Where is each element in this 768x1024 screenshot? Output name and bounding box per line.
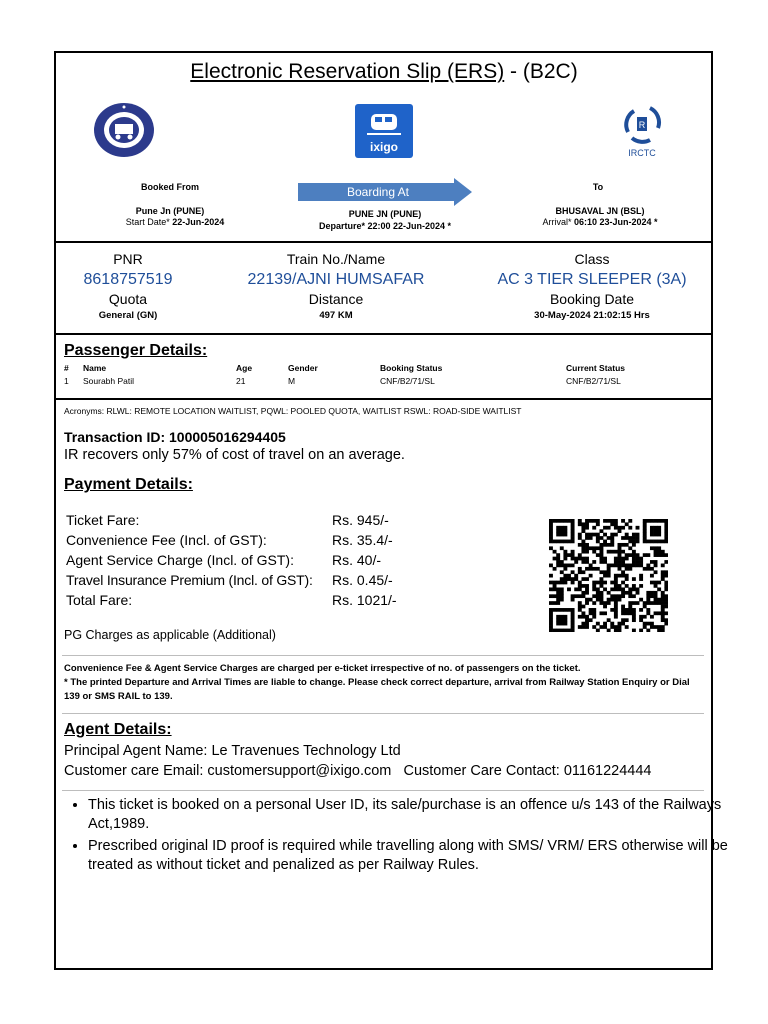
payment-row: Ticket Fare: Rs. 945/- bbox=[66, 512, 389, 528]
payment-details-heading: Payment Details: bbox=[64, 476, 193, 493]
col-gender: Gender bbox=[288, 363, 318, 373]
ixigo-text: ixigo bbox=[369, 140, 398, 154]
passenger-gender: M bbox=[288, 376, 296, 386]
passenger-details-heading: Passenger Details: bbox=[64, 342, 208, 359]
terms-list bbox=[64, 796, 728, 878]
col-index: # bbox=[64, 363, 69, 373]
booking-status: CNF/B2/71/SL bbox=[380, 376, 435, 386]
payment-table bbox=[66, 512, 426, 612]
current-status: CNF/B2/71/SL bbox=[566, 376, 621, 386]
agent-details-heading: Agent Details: bbox=[64, 721, 172, 738]
col-booking-status: Booking Status bbox=[380, 363, 443, 373]
payment-row: Travel Insurance Premium (Incl. of GST): Rs. 0.45/- bbox=[66, 572, 393, 588]
divider bbox=[56, 333, 711, 335]
divider bbox=[62, 655, 704, 656]
train-label: Train No./Name bbox=[286, 251, 386, 267]
divider bbox=[62, 713, 704, 714]
divider bbox=[56, 241, 711, 243]
indian-railways-logo bbox=[93, 102, 155, 158]
principal-agent: Principal Agent Name: Le Travenues Technology Ltd bbox=[64, 743, 401, 759]
quota-label: Quota bbox=[108, 291, 148, 307]
divider bbox=[62, 790, 704, 791]
page-title bbox=[0, 60, 768, 84]
col-age: Age bbox=[236, 363, 253, 373]
list-item: • This ticket is booked on a personal User ID, its sale/purchase is an offence u/s 143 of the Railways Act,1989. bbox=[88, 796, 728, 834]
divider bbox=[56, 398, 711, 400]
passenger-age: 21 bbox=[236, 376, 246, 386]
customer-care-email: Customer care Email: customersupport@ixigo.com bbox=[64, 763, 392, 779]
qr-code bbox=[549, 519, 668, 632]
payment-row: Agent Service Charge (Incl. of GST): Rs. 40/- bbox=[66, 552, 382, 568]
distance-label: Distance bbox=[308, 291, 364, 307]
booking-date-label: Booking Date bbox=[549, 291, 635, 307]
train-icon bbox=[355, 106, 413, 140]
boarding-label: Boarding At bbox=[346, 185, 410, 199]
svg-text:R: R bbox=[638, 120, 646, 130]
quota-value: General (GN) bbox=[98, 310, 158, 321]
train-value: 22139/AJNI HUMSAFAR bbox=[247, 271, 425, 288]
irctc-emblem-icon bbox=[620, 102, 664, 146]
passenger-name: Sourabh Patil bbox=[83, 376, 135, 386]
payment-row bbox=[66, 592, 426, 612]
boarding-station: PUNE JN (PUNE) bbox=[348, 209, 422, 219]
departure-time: Departure* 22:00 22-Jun-2024 * bbox=[318, 221, 452, 231]
passenger-table-header bbox=[64, 363, 704, 375]
acronyms-note: Acronyms: RLWL: REMOTE LOCATION WAITLIST, PQWL: POOLED QUOTA, WAITLIST RSWL: ROAD-SIDE WAITLIST bbox=[64, 406, 522, 416]
arrival-time: Arrival* 06:10 23-Jun-2024 * bbox=[542, 217, 658, 227]
to-station: BHUSAVAL JN (BSL) bbox=[555, 206, 645, 216]
start-date: Start Date* 22-Jun-2024 bbox=[125, 217, 225, 227]
distance-value: 497 KM bbox=[319, 310, 353, 321]
pg-charges-note: PG Charges as applicable (Additional) bbox=[64, 628, 276, 642]
customer-care-line bbox=[64, 763, 651, 779]
customer-care-contact: Customer Care Contact: 01161224444 bbox=[403, 763, 652, 779]
class-value: AC 3 TIER SLEEPER (3A) bbox=[497, 271, 687, 288]
ixigo-logo bbox=[355, 104, 413, 158]
payment-row: Convenience Fee (Incl. of GST): Rs. 35.4/- bbox=[66, 532, 393, 548]
from-station: Pune Jn (PUNE) bbox=[135, 206, 205, 216]
cost-recovery-note: IR recovers only 57% of cost of travel on an average. bbox=[64, 447, 405, 463]
total-fare-label: Total Fare: bbox=[66, 592, 133, 608]
total-fare-value: Rs. 1021/- bbox=[332, 592, 397, 608]
irctc-logo bbox=[620, 102, 664, 162]
fee-notice: Convenience Fee & Agent Service Charges are charged per e-ticket irrespective of no. of passengers on the ticket. * The printed Departure and Arrival Times are liable to change. Please check correct departure, arrival from Railway Station Enquiry or Dial 139 or SMS RAIL to 139. bbox=[64, 663, 690, 702]
irctc-text: IRCTC bbox=[628, 148, 656, 158]
transaction-id: Transaction ID: 100005016294405 bbox=[64, 429, 286, 445]
col-name: Name bbox=[83, 363, 107, 373]
title-main: Electronic Reservation Slip (ERS) bbox=[190, 60, 505, 83]
booking-date-value: 30-May-2024 21:02:15 Hrs bbox=[534, 310, 650, 321]
pnr-value: 8618757519 bbox=[83, 271, 173, 288]
table-row: 1 Sourabh Patil 21 M CNF/B2/71/SL CNF/B2/71/SL bbox=[64, 376, 621, 386]
boarding-arrow bbox=[298, 178, 472, 206]
col-current-status: Current Status bbox=[566, 363, 626, 373]
pnr-label: PNR bbox=[113, 251, 143, 267]
list-item: • Prescribed original ID proof is required while travelling along with SMS/ VRM/ ERS otherwise will be treated as without ticket and penalized as per Railway Rules. bbox=[88, 837, 728, 875]
to-label: To bbox=[592, 182, 604, 192]
booked-from-label: Booked From bbox=[140, 182, 199, 192]
class-label: Class bbox=[574, 251, 610, 267]
title-suffix: - (B2C) bbox=[504, 60, 578, 83]
